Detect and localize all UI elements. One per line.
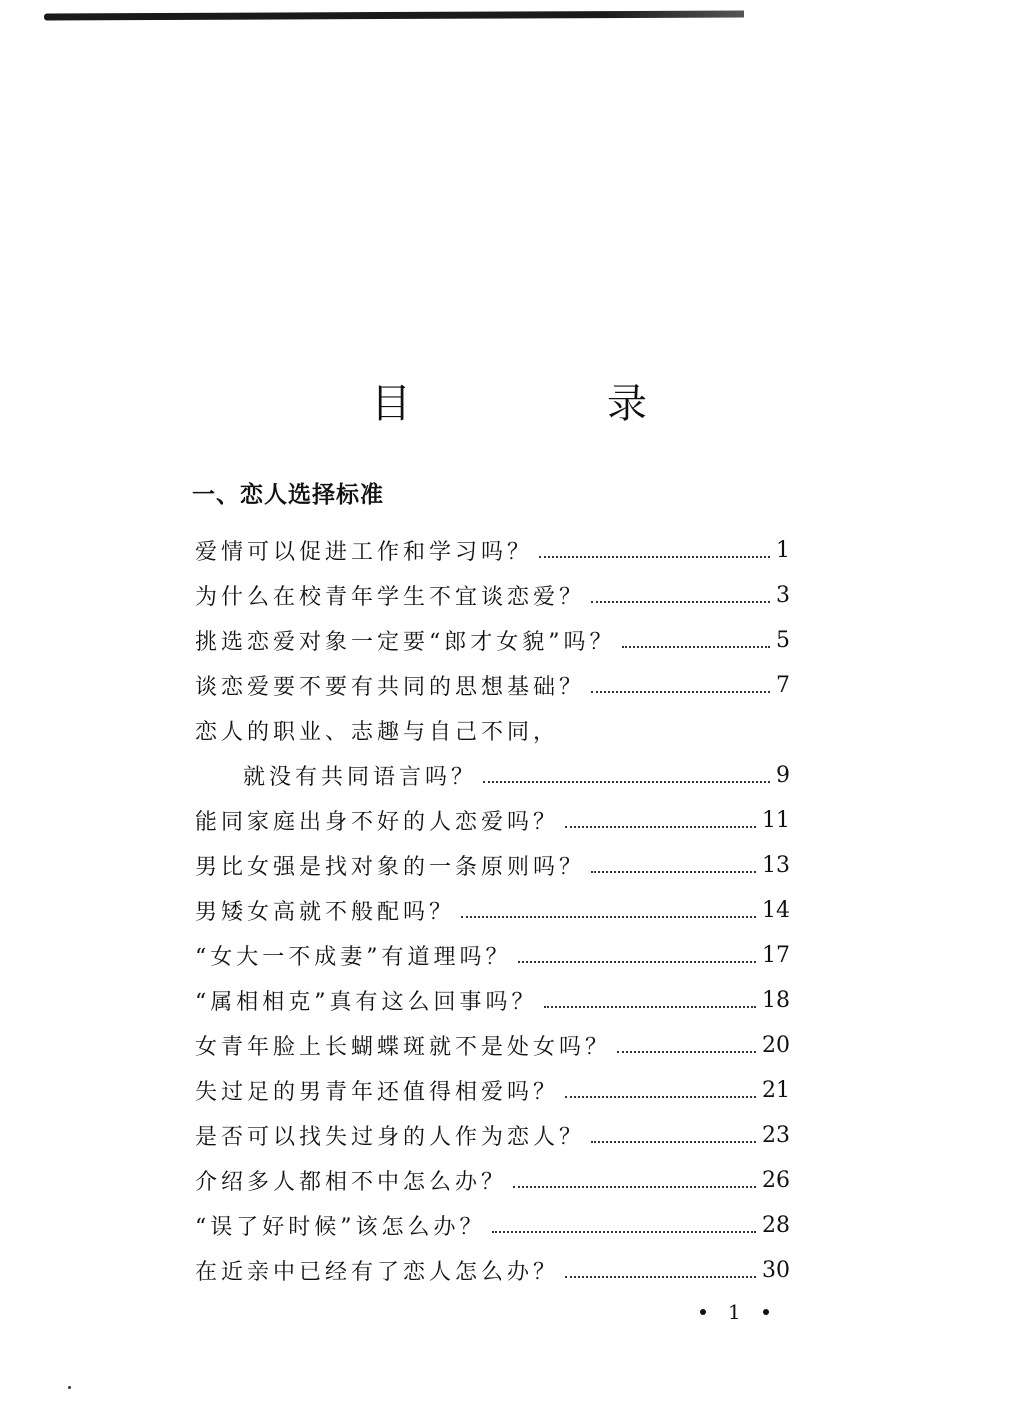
toc-entry-page: 5 <box>776 628 790 653</box>
toc-leader-dots <box>565 1096 756 1098</box>
toc-leader-dots <box>518 961 757 963</box>
toc-entry-page: 11 <box>762 808 790 833</box>
top-rule <box>44 10 744 20</box>
table-of-contents <box>195 528 790 1293</box>
section-heading: 一、恋人选择标准 <box>192 482 384 508</box>
toc-entry-title: 失过足的男青年还值得相爱吗？ <box>195 1080 560 1105</box>
toc-entry[interactable] <box>195 798 790 843</box>
toc-leader-dots <box>565 826 756 828</box>
toc-entry[interactable] <box>195 528 790 573</box>
toc-entry[interactable] <box>195 663 790 708</box>
toc-entry-title: 女青年脸上长蝴蝶斑就不是处女吗？ <box>195 1035 612 1060</box>
toc-entry[interactable] <box>195 888 790 933</box>
toc-entry-page: 28 <box>762 1213 790 1238</box>
toc-entry[interactable] <box>195 753 790 798</box>
toc-entry[interactable] <box>195 618 790 663</box>
page-title: 目 录 <box>371 380 725 427</box>
toc-entry-page: 21 <box>762 1078 790 1103</box>
toc-entry-page: 20 <box>762 1033 790 1058</box>
toc-entry-title: “误了好时候”该怎么办？ <box>195 1215 486 1240</box>
toc-leader-dots <box>483 781 770 783</box>
toc-entry[interactable] <box>195 978 790 1023</box>
toc-entry-page: 13 <box>762 853 790 878</box>
toc-entry-page: 7 <box>776 673 790 698</box>
toc-entry-page: 23 <box>762 1123 790 1148</box>
toc-leader-dots <box>565 1276 756 1278</box>
toc-entry[interactable] <box>195 1203 790 1248</box>
bullet-dot-icon <box>700 1309 706 1315</box>
toc-entry-title: 爱情可以促进工作和学习吗？ <box>195 540 534 565</box>
toc-entry[interactable] <box>195 1023 790 1068</box>
toc-entry[interactable] <box>195 843 790 888</box>
toc-entry-title: 谈恋爱要不要有共同的思想基础？ <box>195 675 586 700</box>
toc-entry-page: 9 <box>776 763 790 788</box>
toc-entry-title: 为什么在校青年学生不宜谈恋爱？ <box>195 585 586 610</box>
toc-leader-dots <box>492 1231 757 1233</box>
toc-leader-dots <box>544 1006 757 1008</box>
toc-entry-title: 男比女强是找对象的一条原则吗？ <box>195 855 586 880</box>
toc-leader-dots <box>591 691 770 693</box>
toc-leader-dots <box>622 646 771 648</box>
toc-entry-page: 3 <box>776 583 790 608</box>
toc-leader-dots <box>513 1186 756 1188</box>
toc-entry[interactable] <box>195 1158 790 1203</box>
toc-leader-dots <box>617 1051 756 1053</box>
toc-entry-title: 就没有共同语言吗？ <box>243 765 478 790</box>
toc-entry-page: 18 <box>762 988 790 1013</box>
toc-entry-title: “女大一不成妻”有道理吗？ <box>195 945 512 970</box>
toc-entry-title: 恋人的职业、志趣与自己不同， <box>195 720 560 745</box>
toc-entry-title: 介绍多人都相不中怎么办？ <box>195 1170 508 1195</box>
toc-entry[interactable] <box>195 1248 790 1293</box>
scan-speck <box>68 1386 71 1389</box>
toc-leader-dots <box>461 916 756 918</box>
toc-entry-page: 30 <box>762 1258 790 1283</box>
page-footer <box>700 1300 769 1324</box>
toc-entry[interactable] <box>195 573 790 618</box>
toc-entry[interactable] <box>195 1113 790 1158</box>
page-number: 1 <box>728 1300 741 1324</box>
toc-entry-page: 17 <box>762 943 790 968</box>
toc-entry-title: “属相相克”真有这么回事吗？ <box>195 990 538 1015</box>
toc-entry-continued-title[interactable] <box>195 708 790 753</box>
toc-entry[interactable] <box>195 1068 790 1113</box>
toc-entry-title: 能同家庭出身不好的人恋爱吗？ <box>195 810 560 835</box>
toc-leader-dots <box>591 871 756 873</box>
toc-entry-title: 男矮女高就不般配吗？ <box>195 900 456 925</box>
bullet-dot-icon <box>763 1309 769 1315</box>
toc-leader-dots <box>539 556 770 558</box>
toc-entry-title: 挑选恋爱对象一定要“郎才女貌”吗？ <box>195 630 616 655</box>
toc-leader-dots <box>591 601 770 603</box>
toc-entry-page: 1 <box>776 538 790 563</box>
toc-entry[interactable] <box>195 933 790 978</box>
toc-leader-dots <box>591 1141 756 1143</box>
toc-entry-title: 是否可以找失过身的人作为恋人？ <box>195 1125 586 1150</box>
toc-entry-page: 14 <box>762 898 790 923</box>
toc-entry-title: 在近亲中已经有了恋人怎么办？ <box>195 1260 560 1285</box>
toc-entry-page: 26 <box>762 1168 790 1193</box>
